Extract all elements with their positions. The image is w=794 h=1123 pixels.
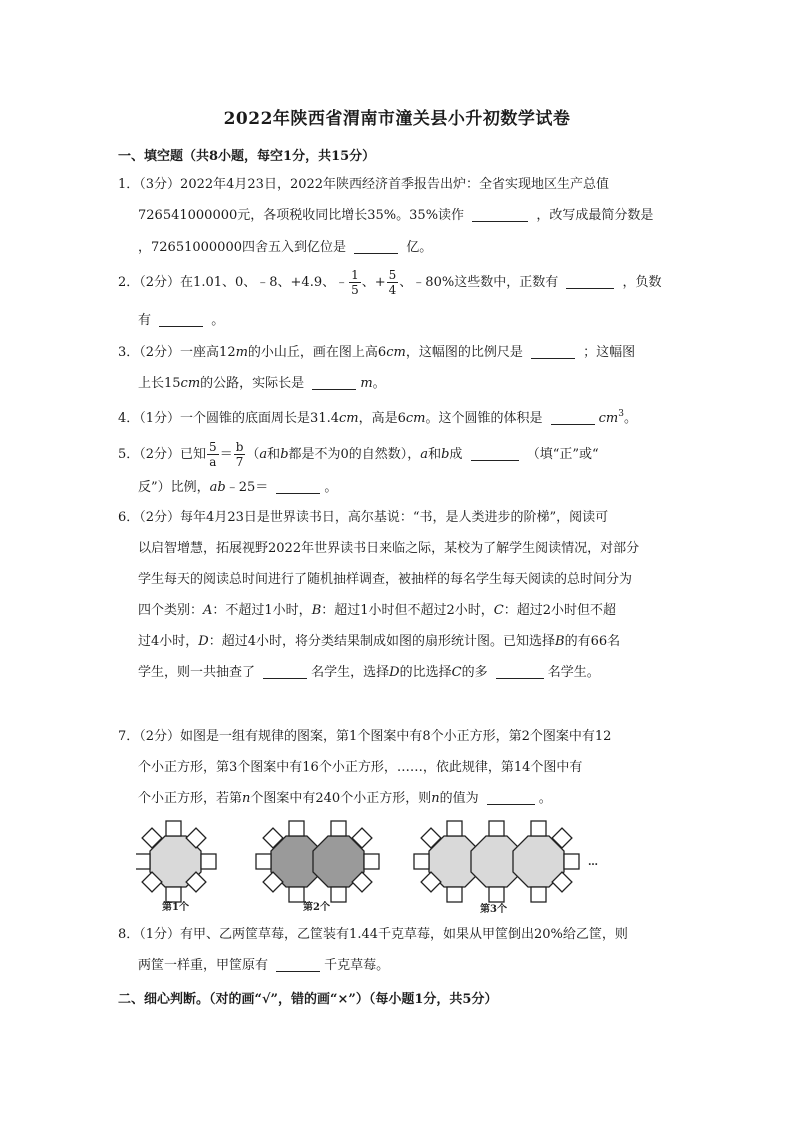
numerator: 1	[351, 268, 359, 282]
var-b: b	[441, 447, 450, 462]
q3-line-2	[138, 375, 386, 393]
q8-line-1: 8．（1分）有甲、乙两筐草莓，乙筐装有1.44千克草莓，如果从甲筐倒出20%给乙筐，则	[118, 927, 628, 942]
var-ab: ab	[209, 480, 226, 495]
q8-text: 千克草莓。	[324, 958, 390, 973]
question-4	[118, 405, 637, 428]
q1-line-3	[138, 239, 432, 257]
q1-text: ，改写成最简分数是	[536, 208, 654, 223]
q3-text: 上长15	[138, 376, 181, 391]
q3-text: 的小山丘，画在图上高6	[247, 345, 387, 360]
q5-text: 成	[449, 447, 463, 462]
figure-ellipsis: …	[588, 857, 598, 868]
answer-blank[interactable]	[472, 207, 528, 222]
answer-blank[interactable]	[159, 312, 203, 327]
q6-line-6	[138, 664, 600, 682]
q2-text: 、﹣80%这些数中，正数有	[399, 275, 559, 290]
q7-line-3	[138, 790, 552, 808]
category-a: A	[203, 603, 213, 618]
fraction	[349, 268, 361, 297]
q1-text: ，72651000000四舍五入到亿位是	[138, 240, 346, 255]
small-square	[256, 854, 271, 869]
page-title: 2022年陕西省渭南市潼关县小升初数学试卷	[223, 109, 571, 129]
answer-blank[interactable]	[566, 274, 614, 289]
unit-cm3: cm	[598, 411, 619, 426]
q7-line-2: 个小正方形，第3个图案中有16个小正方形，……，依此规律，第14个图中有	[138, 760, 583, 775]
small-square	[331, 821, 346, 836]
numerator: b	[235, 440, 244, 454]
section-heading-fill-in: 一、填空题（共8小题，每空1分，共15分）	[118, 149, 376, 164]
q6-line-4	[138, 602, 616, 620]
small-square	[136, 854, 150, 869]
unit-m: m	[235, 345, 248, 360]
var-n: n	[242, 791, 251, 806]
answer-blank[interactable]	[496, 664, 544, 679]
q4-text: 4．（1分）一个圆锥的底面周长是31.4	[118, 411, 339, 426]
q2-text: ，负数	[622, 275, 662, 290]
q6-text: 的比选择	[399, 665, 452, 680]
small-square	[166, 821, 181, 836]
answer-blank[interactable]	[551, 410, 595, 425]
q5-text: （	[246, 447, 260, 462]
denominator: 7	[235, 455, 244, 469]
category-c: C	[451, 665, 462, 680]
small-square	[414, 854, 429, 869]
q1-line-1: 1．（3分）2022年4月23日，2022年陕西经济首季报告出炉：全省实现地区生产总值	[118, 177, 610, 192]
section-heading-judgment: 二、细心判断。（对的画“√”，错的画“×”）（每小题1分，共5分）	[118, 992, 498, 1007]
q7-text: 的值为	[439, 791, 479, 806]
q7-line-1: 7．（2分）如图是一组有规律的图案，第1个图案中有8个小正方形，第2个图案中有12	[118, 729, 612, 744]
q6-text: 过4小时，	[138, 634, 199, 649]
q7-text: 个小正方形，若第	[138, 791, 243, 806]
q5-text: 5．（2分）已知	[118, 447, 207, 462]
q6-text: 名学生。	[547, 665, 600, 680]
small-square	[289, 887, 304, 902]
q3-text: ，这幅图的比例尺是	[405, 345, 523, 360]
q4-text: 。这个圆锥的体积是	[425, 411, 543, 426]
category-d: D	[389, 665, 400, 680]
q6-line-5	[138, 633, 620, 651]
small-square	[364, 854, 379, 869]
answer-blank[interactable]	[263, 664, 307, 679]
q2-text: 有	[138, 313, 152, 328]
small-square	[166, 887, 181, 902]
answer-blank[interactable]	[276, 479, 320, 494]
q5-text: 和	[267, 447, 281, 462]
q1-text: 726541000000元，各项税收同比增长35%。35%读作	[138, 208, 465, 223]
pattern-1	[136, 821, 216, 902]
unit-m: m	[360, 376, 373, 391]
answer-blank[interactable]	[487, 790, 535, 805]
figure-label-3: 第3个	[480, 904, 507, 915]
q6-text: ：超过4小时，将分类结果制成如图的扇形统计图。已知选择	[208, 634, 555, 649]
q6-line-1: 6．（2分）每年4月23日是世界读书日，高尔基说：“书，是人类进步的阶梯”，阅读可	[118, 510, 609, 525]
small-square	[447, 887, 462, 902]
small-square	[201, 854, 216, 869]
q6-text: ：超过2小时但不超	[503, 603, 617, 618]
q5-line-2	[138, 479, 337, 497]
equals-sign: ＝	[219, 447, 233, 462]
numerator: 5	[388, 268, 397, 282]
unit-cm: cm	[180, 376, 201, 391]
small-square	[531, 887, 546, 902]
var-n: n	[431, 791, 440, 806]
small-square	[489, 887, 504, 902]
figure-label-1: 第1个	[162, 902, 189, 913]
fraction	[234, 440, 246, 469]
q6-line-3: 学生每天的阅读总时间进行了随机抽样调查，被抽样的每名学生每天阅读的总时间分为	[138, 572, 633, 587]
category-d: D	[198, 634, 209, 649]
small-square	[331, 887, 346, 902]
small-square	[489, 821, 504, 836]
q1-text: 亿。	[406, 240, 433, 255]
q2-text: 2．（2分）在1.01、0、﹣8、+4.9、﹣	[118, 275, 349, 290]
answer-blank[interactable]	[276, 957, 320, 972]
small-square	[564, 854, 579, 869]
q6-line-2: 以启智增慧，拓展视野2022年世界读书日来临之际，某校为了解学生阅读情况，对部分	[138, 541, 640, 556]
q5-text: 都是不为0的自然数），	[288, 447, 421, 462]
pattern-2	[256, 821, 379, 902]
var-a: a	[259, 447, 268, 462]
q5-text: 。	[324, 480, 338, 495]
q5-text: 反”）比例，	[138, 480, 210, 495]
q6-text: 的有66名	[564, 634, 621, 649]
q5-line-1	[118, 440, 599, 469]
category-b: B	[311, 603, 322, 618]
q6-text: ：超过1小时但不超过2小时，	[321, 603, 494, 618]
pattern-figure	[136, 818, 606, 916]
var-a: a	[420, 447, 429, 462]
q6-text: 四个类别：	[138, 603, 204, 618]
small-square	[531, 821, 546, 836]
unit-cm: cm	[339, 411, 359, 426]
q7-text: 个图案中有240个小正方形，则	[250, 791, 432, 806]
numerator: 5	[209, 440, 217, 454]
small-square	[289, 821, 304, 836]
q3-text: 3．（2分）一座高12	[118, 345, 236, 360]
denominator: 5	[351, 283, 359, 297]
figure-label-2: 第2个	[303, 902, 330, 913]
pattern-3	[414, 821, 579, 902]
answer-blank[interactable]	[312, 375, 356, 390]
small-square	[447, 821, 462, 836]
q7-text: 。	[538, 791, 552, 806]
answer-blank[interactable]	[354, 239, 398, 254]
exponent: 3	[618, 409, 624, 419]
q2-line-2	[138, 312, 224, 330]
category-b: B	[555, 634, 565, 649]
q4-text: ，高是6	[358, 411, 406, 426]
q8-line-2	[138, 957, 389, 975]
q5-text: ﹣25＝	[225, 480, 269, 495]
q3-text: ；这幅图	[583, 345, 636, 360]
q1-line-2	[138, 207, 653, 225]
q6-text: 名学生，选择	[311, 665, 390, 680]
category-c: C	[493, 603, 504, 618]
fraction	[387, 268, 399, 297]
q3-line-1	[118, 344, 635, 362]
q3-text: 。	[372, 376, 386, 391]
unit-cm: cm	[386, 345, 406, 360]
answer-blank[interactable]	[471, 446, 519, 461]
q5-text: （填“正”或“	[526, 447, 599, 462]
q6-text: ：不超过1小时，	[212, 603, 312, 618]
answer-blank[interactable]	[531, 344, 575, 359]
unit-cm: cm	[405, 411, 426, 426]
q2-text: 。	[211, 313, 225, 328]
q4-text: 。	[624, 411, 638, 426]
q6-text: 的多	[461, 665, 488, 680]
q8-text: 两筐一样重，甲筐原有	[138, 958, 269, 973]
fraction	[207, 440, 219, 469]
var-b: b	[280, 447, 289, 462]
q6-text: 学生，则一共抽查了	[138, 665, 256, 680]
q2-line-1	[118, 268, 662, 297]
q3-text: 的公路，实际长是	[200, 376, 305, 391]
q2-text: 、+	[361, 275, 386, 290]
q5-text: 和	[428, 447, 442, 462]
denominator: 4	[388, 283, 397, 297]
denominator: a	[209, 455, 217, 469]
